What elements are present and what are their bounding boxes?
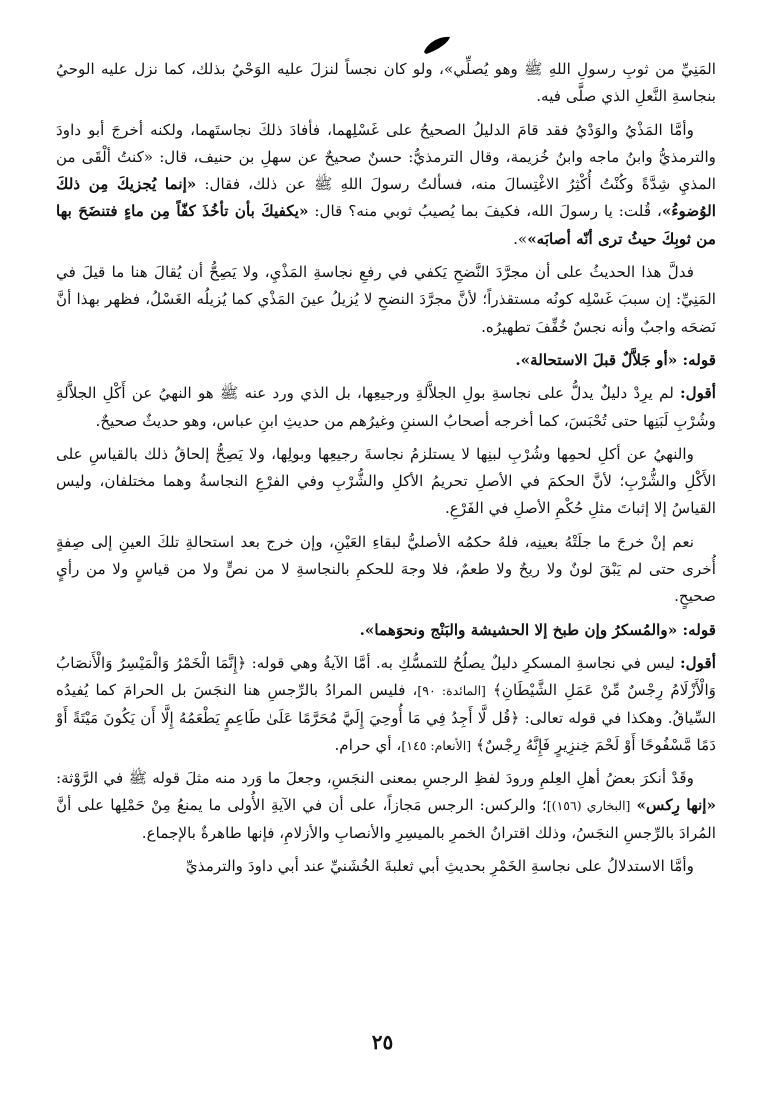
- main-text: [56, 56, 716, 886]
- text-segment: وأمَّا الاستدلالُ على نجاسةِ الخَمْرِ بحديثِ أبي ثعلبةَ الخُشَنيِّ عند أبي داودَ والترمذيِّ: [185, 857, 694, 876]
- heading-text: قوله: «والمُسكرُ وإن طبخ إلا الحشيشة والبَنْج ونحوَهما».: [359, 620, 716, 639]
- hadith-quote: «إنما يُجزيكَ مِن ذلكَ الوُضوءُ»: [56, 175, 716, 221]
- text-segment: وأمَّا المَذْيُ والوَدْيُ فقد قامَ الدليلُ الصحيحُ على غَسْلِهما، فأفادَ ذلكَ نجاستَهما، ولكنه أخرجَ أبو داودَ والترمذيُّ وابنُ ماجه وابنُ خُزيمة، وقال الترمذيُّ: حسنٌ صحيحٌ عن سهلِ بن حنيف، قال: «كنتُ ألْقَى من المذيِ شِدَّةً وكُنْتُ أُكْثِرُ الاغْتِسالَ منه، فسألتُ رسولَ اللهِ ﷺ عن ذلك، فقال:: [56, 120, 716, 194]
- aqulu-label: أقول:: [680, 384, 716, 403]
- page-number: ٢٥: [371, 1030, 394, 1054]
- aqulu-label: أقول:: [680, 653, 716, 672]
- text-segment: ؛ والركس: الرجس مَجازاً، على أن في الآيةِ الأُولى ما يمنعُ مِنْ حَمْلِها على أنَّ المُرادَ بالرِّجسِ النجَسُ، وذلك اقترانُ الخمرِ بالميسِرِ والأنصابِ والأزلامِ، فإنها طاهرةٌ بالإجماع.: [56, 796, 716, 842]
- paragraph-1: [56, 56, 716, 111]
- paragraph-3: [56, 259, 716, 341]
- section-heading: [56, 617, 716, 644]
- section-heading: [56, 347, 716, 374]
- verse-reference: [المائدة: ٩٠]: [417, 683, 486, 699]
- hadith-quote: «يكفيكَ بأن تأخُذَ كفّاً مِن ماءٍ فتنضَحَ بها من ثوبِكَ حيثُ ترى أنّه أصابَه»: [56, 202, 716, 248]
- text-segment: المَنِيِّ من ثوبِ رسولِ اللهِ ﷺ وهو يُصلِّي»، ولو كان نجساً لنزلَ عليه الوَحْيُ بذلك، كما نزل عليه الوحيُ بنجاسةِ النَّعلِ الذي صلَّى فيه.: [56, 60, 716, 106]
- text-segment: فدلَّ هذا الحديثُ على أن مجرَّدَ النَّضحِ يَكفي في رفعِ نجاسةِ المَذْيِ، ولا يَصِحُّ أن يُقالَ هنا ما قيلَ في المَنِيِّ: إن سببَ غَسْلِه كونُه مستقذراً؛ لأنَّ مجرَّدَ النضحِ لا يُزيلُ عينَ المَذْي كما يُزيلُه الغَسْلُ، فظهر بهذا أنَّ نَضحَه واجبٌ وأنه نجسٌ خُفِّفَ تطهيرُه.: [56, 263, 716, 336]
- verse-reference: [الأنعام: ١٤٥]: [401, 737, 472, 753]
- text-segment: ليس في نجاسةِ المسكرِ دليلٌ يصلُحُ للتمسُّكِ به. أمَّا الآيةُ وهي قوله:: [246, 653, 681, 672]
- quran-verse: ﴿قُل لَّا أَجِدُ فِي مَا أُوحِيَ إِلَيَّ مُحَرَّمًا عَلَىٰ طَاعِمٍ يَطْعَمُهُ إِلَّا أَن يَكُونَ مَيْتَةً أَوْ دَمًا مَّسْفُوحًا أَوْ لَحْمَ خِنزِيرٍ فَإِنَّهُ رِجْسٌ﴾: [56, 708, 716, 754]
- text-segment: ، فليس المرادُ بالرِّجسِ هنا النجَسَ بل الحرامَ كما يُفيدُه السِّياقُ. وهكذا في قوله تعالى:: [56, 681, 716, 727]
- text-segment: والنهيُ عن أكلِ لحمِها وشُرْبِ لبنِها لا يستلزمُ نجاسةَ رجيعِها وبولِها، ولا يَصِحُّ إلحاقُ ذلك بالقياسِ على الأَكْلِ والشُّرْبِ؛ لأنَّ الحكمَ في الأصلِ تحريمُ الأكلِ والشُّرْبِ وفي الفرْعِ النجاسةُ وهما مختلفان، وليس القياسُ إلا إثباتَ مثلِ حُكْمِ الأصلِ في الفَرْعِ.: [56, 444, 716, 518]
- quran-verse: ﴿إِنَّمَا الْخَمْرُ وَالْمَيْسِرُ وَالْأَنصَابُ وَالْأَزْلَامُ رِجْسٌ مِّنْ عَمَلِ الشَّيْطَانِ﴾: [56, 653, 717, 700]
- heading-text: قوله: «أو جَلاَّلٌ قبلَ الاستحالة».: [515, 350, 716, 369]
- text-segment: ».: [513, 229, 528, 248]
- paragraph-6: [56, 441, 716, 523]
- paragraph-7: [56, 529, 716, 611]
- hadith-reference: [البخاري (١٥٦)]: [546, 798, 631, 814]
- paragraph-10: [56, 765, 716, 847]
- text-segment: وقَدْ أنكرَ بعضُ أهلِ العِلمِ ورودَ لفظِ الرجسِ بمعنى النجَسِ، وجعلَ ما وَرد منه مثلَ قوله ﷺ في الرَّوْثة:: [56, 769, 694, 788]
- paragraph-9: [56, 650, 716, 759]
- paragraph-5: [56, 380, 716, 435]
- paragraph-2: [56, 117, 716, 253]
- text-segment: نعم إنْ خرجَ ما جلَتْهُ بعينِه، فلهُ حكمُه الأصليُّ لبقاءِ العَيْنِ، وإن خرج بعد استحالةِ تلكَ العينِ إلى صِفةٍ أُخرى حتى لم يَبْقَ لونٌ ولا ريحٌ ولا طعمٌ، فلا وجهَ للحكمِ بالنجاسةِ لا من نصٍّ ولا من قياسٍ ولا من رأيٍ صحيحٍ.: [56, 532, 716, 606]
- ink-blot-mark: [422, 34, 452, 56]
- paragraph-11: [56, 853, 716, 880]
- text-segment: لم يرِدْ دليلٌ يدلُّ على نجاسةِ بولِ الجلاَّلةِ ورجيعِها، بل الذي ورد عنه ﷺ هو النهيُ عن أَكْلِ الجلاَّلةِ وشُرْبِ لَبَنِها حتى تُحْبَسَ، كما أخرجه أصحابُ السننِ وغيرُهم من حديثِ ابنِ عباس، وهو حديثٌ صحيحٌ.: [56, 384, 716, 430]
- text-segment: ، قُلت: يا رسولَ الله، فكيفَ بما يُصيبُ ثوبي منه؟ قال:: [308, 202, 662, 221]
- text-segment: [486, 681, 493, 699]
- hadith-quote: «إنها رِكس»: [636, 796, 717, 815]
- text-segment: ، أي حرام.: [334, 735, 402, 754]
